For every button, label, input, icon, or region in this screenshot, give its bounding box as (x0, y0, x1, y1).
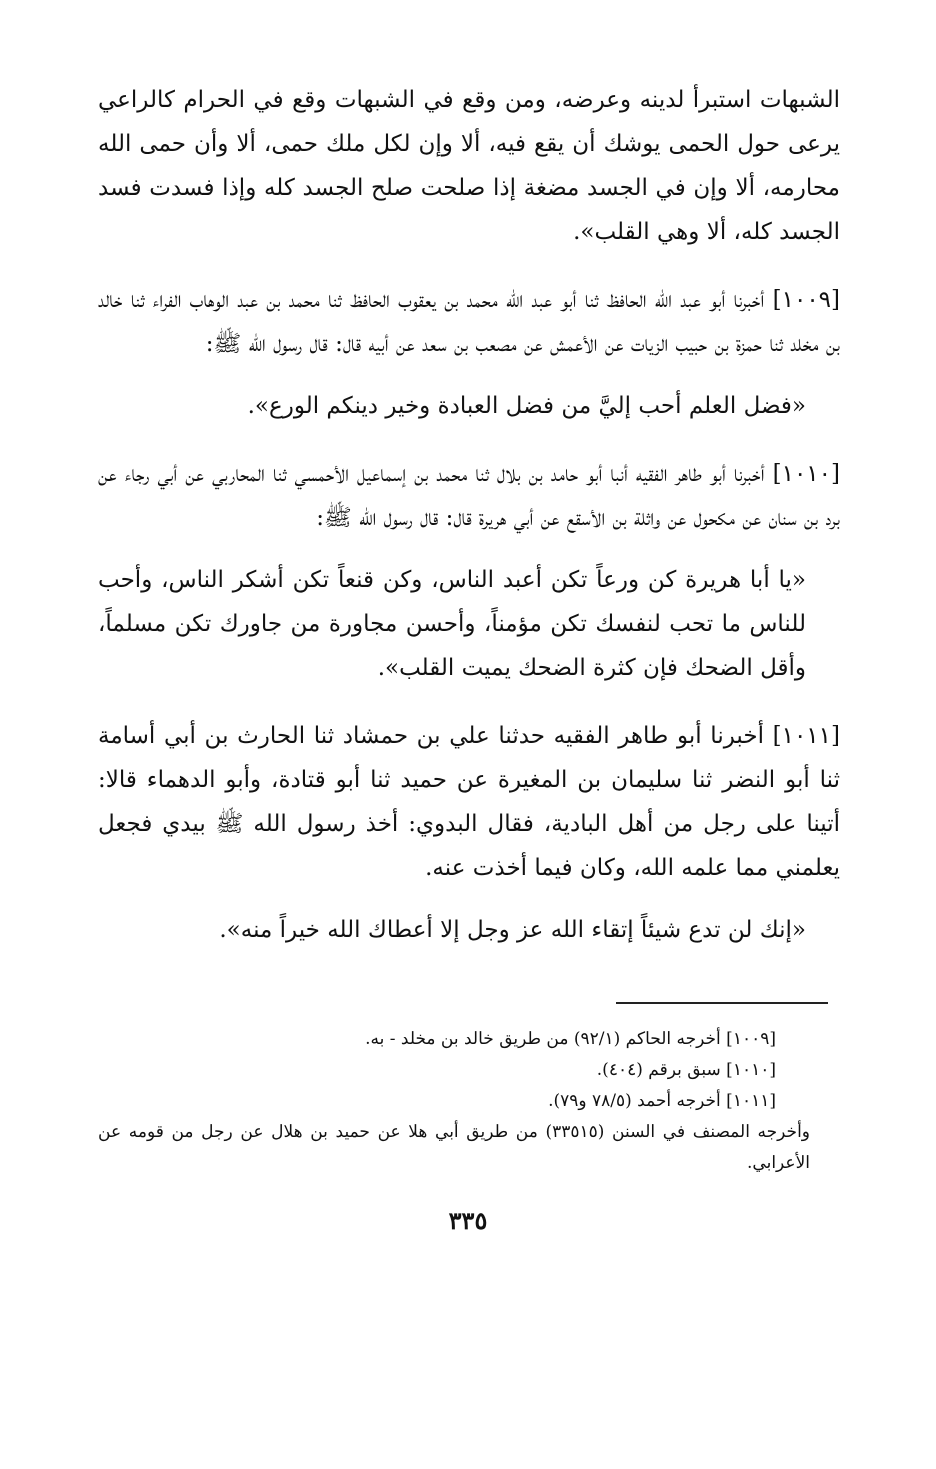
hadith-number: [١٠١٠] (772, 461, 840, 487)
hadith-isnad: أخبرنا أبو طاهر الفقيه أنبا أبو حامد بن بلال ثنا محمد بن إسماعيل الأحمسي ثنا المحاربي عن أبي رجاء عن برد بن سنان عن مكحول عن واثلة بن الأسقع عن أبي هريرة قال: قال رسول الله ﷺ: (98, 461, 840, 531)
hadith-1009-chain (98, 278, 840, 366)
hadith-1011-text: «إنك لن تدع شيئاً إتقاء الله عز وجل إلا أعطاك الله خيراً منه». (219, 917, 806, 943)
footnote-divider (616, 1002, 828, 1004)
footnote-1009: [١٠٠٩] أخرجه الحاكم (٩٢/١) من طريق خالد بن مخلد - به. (365, 1029, 776, 1049)
footnotes (98, 1024, 810, 1179)
main-text (98, 78, 840, 952)
page-number: ٣٣٥ (448, 1206, 488, 1235)
hadith-1010-text: «يا أبا هريرة كن ورعاً تكن أعبد الناس، وكن قنعاً تكن أشكر الناس، وأحب للناس ما تحب لنفسك تكن مؤمناً، وأحسن مجاورة من جاورك تكن مسلماً، وأقل الضحك فإن كثرة الضحك يميت القلب». (98, 567, 806, 681)
hadith-number: [١٠٠٩] (772, 287, 841, 313)
hadith-1010-chain (98, 452, 840, 540)
footnote-1010: [١٠١٠] سبق برقم (٤٠٤). (596, 1060, 776, 1080)
hadith-1011-chain (98, 714, 840, 890)
hadith-continuation: الشبهات استبرأ لدينه وعرضه، ومن وقع في الشبهات وقع في الحرام كالراعي يرعى حول الحمى يوشك أن يقع فيه، ألا وإن لكل ملك حمى، ألا وأن حمى الله محارمه، ألا وإن في الجسد مضغة إذا صلحت صلح الجسد كله وإذا فسدت فسد الجسد كله، ألا وهي القلب». (98, 87, 840, 245)
hadith-isnad: أخبرنا أبو عبد الله الحافظ ثنا أبو عبد الله محمد بن يعقوب الحافظ ثنا محمد بن عبد الوهاب الفراء ثنا خالد بن مخلد ثنا حمزة بن حبيب الزيات عن الأعمش عن مصعب بن سعد عن أبيه قال: قال رسول الله ﷺ: (98, 287, 840, 357)
hadith-1009-text: «فضل العلم أحب إليَّ من فضل العبادة وخير دينكم الورع». (247, 393, 806, 419)
footnote-1011-continuation: وأخرجه المصنف في السنن (٣٣٥١٥) من طريق أبي هلا عن حميد بن هلال عن رجل من قومه عن الأعرابي. (98, 1122, 810, 1173)
footnote-1011: [١٠١١] أخرجه أحمد (٧٨/٥ و٧٩). (548, 1091, 776, 1111)
hadith-isnad: أخبرنا أبو طاهر الفقيه حدثنا علي بن حمشاد ثنا الحارث بن أبي أسامة ثنا أبو النضر ثنا سليمان بن المغيرة عن حميد ثنا أبو قتادة، وأبو الدهماء قالا: أتينا على رجل من أهل البادية، فقال البدوي: أخذ رسول الله ﷺ بيدي فجعل يعلمني مما علمه الله، وكان فيما أخذت عنه. (98, 723, 840, 881)
hadith-number: [١٠١١] (772, 723, 840, 749)
